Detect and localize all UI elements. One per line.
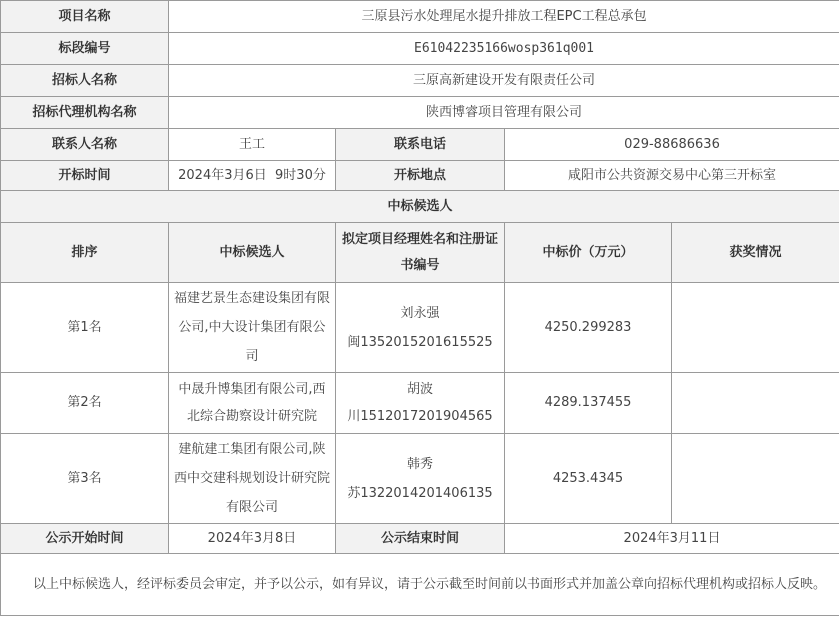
open-place-value: 咸阳市公共资源交易中心第三开标室	[505, 161, 839, 191]
candidate-manager	[336, 434, 505, 524]
contact-label: 联系人名称	[1, 129, 169, 161]
contact-value: 王工	[169, 129, 336, 161]
open-time-row	[1, 161, 839, 191]
candidate-rank: 第3名	[1, 434, 169, 524]
footer-note: 以上中标候选人，经评标委员会审定，并予以公示，如有异议，请于公示截至时间前以书面形式并加盖公章向招标代理机构或招标人反映。	[1, 554, 839, 616]
publicity-start-value: 2024年3月8日	[169, 524, 336, 554]
project-name-label: 项目名称	[1, 1, 169, 33]
section-number-label: 标段编号	[1, 33, 169, 65]
publicity-row	[1, 524, 839, 554]
candidate-company: 福建艺景生态建设集团有限公司,中大设计集团有限公司	[169, 283, 336, 373]
header-award: 获奖情况	[672, 223, 839, 283]
table-row	[1, 283, 839, 373]
footer-row	[1, 554, 839, 616]
candidates-section-title: 中标候选人	[1, 191, 839, 223]
header-rank: 排序	[1, 223, 169, 283]
candidate-award	[672, 283, 839, 373]
publicity-start-label: 公示开始时间	[1, 524, 169, 554]
publicity-end-value: 2024年3月11日	[505, 524, 839, 554]
candidate-award	[672, 373, 839, 434]
manager-certificate: 闽1352015201615525	[347, 334, 493, 350]
agency-value: 陕西博睿项目管理有限公司	[169, 97, 839, 129]
header-price: 中标价（万元）	[505, 223, 672, 283]
candidate-rank: 第2名	[1, 373, 169, 434]
candidate-rank: 第1名	[1, 283, 169, 373]
section-number-value: E61042235166wosp361q001	[169, 33, 839, 65]
candidate-award	[672, 434, 839, 524]
manager-name: 胡波	[406, 382, 433, 397]
candidate-price: 4289.137455	[505, 373, 672, 434]
manager-name: 韩秀	[406, 456, 433, 472]
candidates-section-row	[1, 191, 839, 223]
table-row	[1, 434, 839, 524]
open-time-label: 开标时间	[1, 161, 169, 191]
candidates-header-row	[1, 223, 839, 283]
project-name-row	[1, 1, 839, 33]
tenderer-value: 三原高新建设开发有限责任公司	[169, 65, 839, 97]
candidate-price: 4253.4345	[505, 434, 672, 524]
candidate-company: 中晟升博集团有限公司,西北综合勘察设计研究院	[169, 373, 336, 434]
publicity-end-label: 公示结束时间	[336, 524, 505, 554]
candidate-price: 4250.299283	[505, 283, 672, 373]
header-company: 中标候选人	[169, 223, 336, 283]
candidate-company: 建航建工集团有限公司,陕西中交建科规划设计研究院有限公司	[169, 434, 336, 524]
project-name-value: 三原县污水处理尾水提升排放工程EPC工程总承包	[169, 1, 839, 33]
candidate-manager	[336, 373, 505, 434]
tenderer-label: 招标人名称	[1, 65, 169, 97]
manager-certificate: 川1512017201904565	[347, 409, 493, 424]
header-manager: 拟定项目经理姓名和注册证书编号	[336, 223, 505, 283]
phone-label: 联系电话	[336, 129, 505, 161]
phone-value: 029-88686636	[505, 129, 839, 161]
section-number-row	[1, 33, 839, 65]
manager-certificate: 苏1322014201406135	[347, 485, 493, 501]
manager-name: 刘永强	[400, 305, 440, 321]
open-time-value: 2024年3月6日 9时30分	[169, 161, 336, 191]
table-row	[1, 373, 839, 434]
agency-label: 招标代理机构名称	[1, 97, 169, 129]
candidate-manager	[336, 283, 505, 373]
open-place-label: 开标地点	[336, 161, 505, 191]
agency-row	[1, 97, 839, 129]
contact-row	[1, 129, 839, 161]
tenderer-row	[1, 65, 839, 97]
